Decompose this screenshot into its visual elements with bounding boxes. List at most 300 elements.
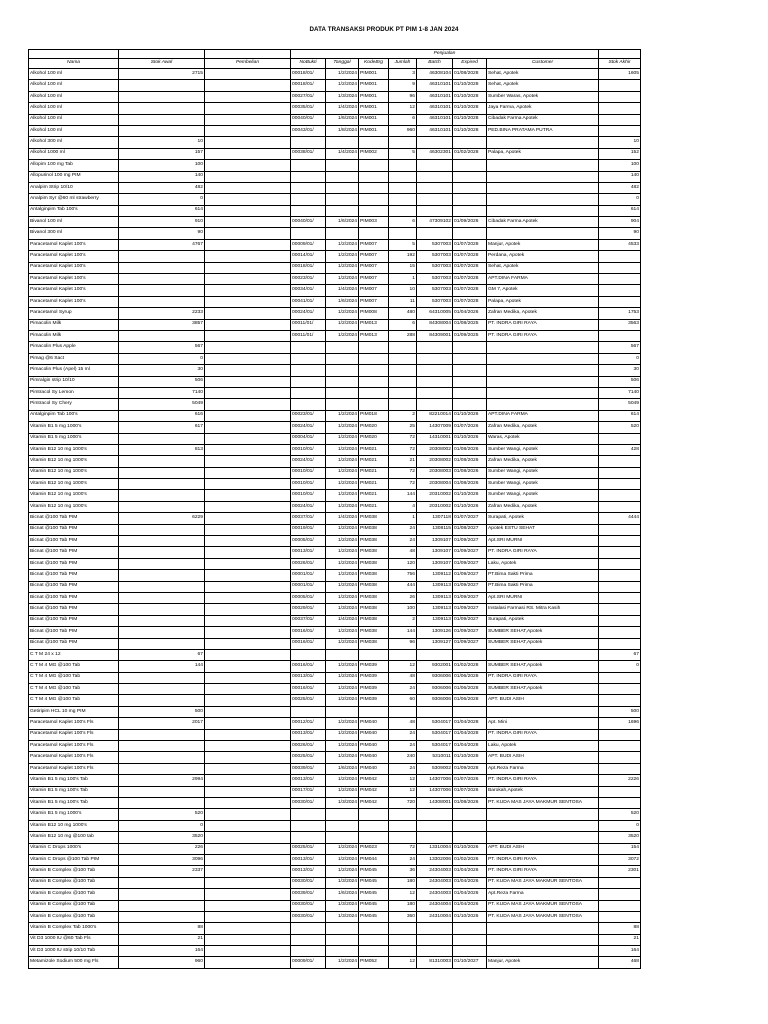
cell-nobukti: 00041/01/ [291, 296, 326, 307]
cell-tanggal: 1/6/2024 [326, 114, 359, 125]
cell-kodebrg: PIM001 [359, 103, 389, 114]
column-header: NoBukti [291, 59, 326, 69]
cell-stok-awal [119, 103, 205, 114]
cell-batch: 82210014 [417, 410, 453, 421]
cell-batch: 46308104 [417, 69, 453, 80]
cell-customer: Waras, Apotek [487, 433, 599, 444]
column-header: Stok Akhir [599, 59, 641, 69]
cell-stok-akhir: 614 [599, 410, 641, 421]
cell-expired: 01/09/2027 [453, 558, 487, 569]
cell-kodebrg: PIM007 [359, 296, 389, 307]
cell-nama: Bicnat @100 Tab PIM [29, 604, 119, 615]
table-row [29, 160, 641, 171]
cell-nobukti [291, 387, 326, 398]
table-row [29, 672, 641, 683]
cell-jumlah: 10 [389, 285, 417, 296]
cell-batch: 13310004 [417, 843, 453, 854]
table-row [29, 239, 641, 250]
table-row [29, 137, 641, 148]
cell-kodebrg: PIM021 [359, 467, 389, 478]
cell-stok-akhir [599, 877, 641, 888]
cell-stok-akhir [599, 103, 641, 114]
cell-jumlah: 360 [389, 911, 417, 922]
cell-stok-awal [119, 558, 205, 569]
cell-kodebrg [359, 376, 389, 387]
table-row [29, 182, 641, 193]
cell-pembelian [205, 296, 291, 307]
cell-stok-akhir: 468 [599, 957, 641, 968]
table-row [29, 513, 641, 524]
table-row [29, 592, 641, 603]
cell-nobukti [291, 182, 326, 193]
cell-jumlah: 24 [389, 536, 417, 547]
cell-expired: 01/07/2028 [453, 262, 487, 273]
cell-pembelian [205, 820, 291, 831]
cell-jumlah: 240 [389, 752, 417, 763]
cell-customer [487, 194, 599, 205]
cell-nama: Allopurinol 100 mg PIM [29, 171, 119, 182]
table-row [29, 741, 641, 752]
cell-kodebrg: PIM045 [359, 911, 389, 922]
cell-stok-awal [119, 911, 205, 922]
cell-stok-akhir [599, 763, 641, 774]
cell-expired: 01/09/2027 [453, 536, 487, 547]
cell-tanggal: 1/6/2024 [326, 296, 359, 307]
cell-customer: Sumber Wangi, Apotek [487, 490, 599, 501]
cell-customer: PT. INDRA GIRI RAYA [487, 866, 599, 877]
cell-jumlah: 26 [389, 592, 417, 603]
cell-tanggal: 1/2/2024 [326, 308, 359, 319]
cell-customer: PT. KUDA MAS JAYA MAKMUR SENTOSA [487, 911, 599, 922]
cell-batch: 84308004 [417, 319, 453, 330]
cell-kodebrg [359, 205, 389, 216]
cell-kodebrg [359, 342, 389, 353]
cell-stok-awal [119, 501, 205, 512]
cell-pembelian [205, 536, 291, 547]
cell-nobukti: 00013/01/ [291, 547, 326, 558]
cell-nobukti: 00005/01/ [291, 536, 326, 547]
cell-kodebrg: PIM001 [359, 80, 389, 91]
cell-customer [487, 376, 599, 387]
cell-pembelian [205, 854, 291, 865]
cell-batch: 20308003 [417, 467, 453, 478]
cell-customer: APT.DINA FARMA [487, 410, 599, 421]
cell-jumlah: 15 [389, 262, 417, 273]
cell-tanggal: 1/2/2024 [326, 695, 359, 706]
cell-batch: 1309127 [417, 638, 453, 649]
cell-stok-akhir: 567 [599, 342, 641, 353]
cell-expired: 01/07/2026 [453, 422, 487, 433]
transaction-table [28, 49, 641, 969]
cell-stok-akhir: 3520 [599, 832, 641, 843]
cell-batch: 14307006 [417, 775, 453, 786]
cell-pembelian [205, 592, 291, 603]
cell-batch: 5309002 [417, 763, 453, 774]
cell-nama: Alkohol 100 ml [29, 114, 119, 125]
cell-tanggal [326, 160, 359, 171]
table-row [29, 615, 641, 626]
cell-nama: Analpim Strip 10/10 [29, 182, 119, 193]
cell-kodebrg [359, 353, 389, 364]
cell-nobukti: 00030/01/ [291, 900, 326, 911]
cell-jumlah: 24 [389, 729, 417, 740]
cell-expired [453, 194, 487, 205]
table-row [29, 501, 641, 512]
cell-batch [417, 160, 453, 171]
cell-nama: Bicnat @100 Tab PIM [29, 615, 119, 626]
cell-batch: 9306006 [417, 672, 453, 683]
cell-expired: 01/07/2028 [453, 239, 487, 250]
cell-customer [487, 171, 599, 182]
cell-nobukti: 00009/01/ [291, 957, 326, 968]
cell-expired: 01/08/2027 [453, 524, 487, 535]
cell-expired: 01/10/2026 [453, 410, 487, 421]
cell-nama: Vitamin B1 5 mg 100's Tab [29, 786, 119, 797]
cell-nama: Metamizole Sodium 500 mg Fls [29, 957, 119, 968]
cell-tanggal: 1/2/2024 [326, 570, 359, 581]
cell-customer [487, 946, 599, 957]
cell-batch: 1307118 [417, 513, 453, 524]
cell-kodebrg: PIM002 [359, 148, 389, 159]
cell-nobukti: 00010/01/ [291, 490, 326, 501]
cell-tanggal: 1/2/2024 [326, 274, 359, 285]
cell-nama: Vitamin B12 10 mg 1000's [29, 490, 119, 501]
cell-nama: Alkohol 100 ml [29, 80, 119, 91]
cell-customer: PT. KUDA MAS JAYA MAKMUR SENTOSA [487, 900, 599, 911]
cell-nobukti [291, 649, 326, 660]
cell-nobukti: 00035/01/ [291, 103, 326, 114]
cell-batch [417, 353, 453, 364]
cell-nama: Bicnat @100 Tab PIM [29, 581, 119, 592]
cell-nobukti [291, 194, 326, 205]
cell-jumlah: 444 [389, 581, 417, 592]
cell-kodebrg: PIM007 [359, 285, 389, 296]
cell-pembelian [205, 957, 291, 968]
cell-nobukti [291, 228, 326, 239]
cell-customer: Zafran Medika, Apotek [487, 422, 599, 433]
table-row [29, 91, 641, 102]
cell-stok-awal: 2017 [119, 718, 205, 729]
cell-customer: SUMBER SEHAT,Apotek [487, 627, 599, 638]
cell-customer: Manjur, Apotek [487, 957, 599, 968]
cell-kodebrg [359, 399, 389, 410]
cell-kodebrg: PIM042 [359, 775, 389, 786]
cell-stok-akhir [599, 467, 641, 478]
cell-kodebrg [359, 365, 389, 376]
cell-jumlah [389, 923, 417, 934]
cell-nama: Paracetamol Kaplet 100's [29, 262, 119, 273]
cell-pembelian [205, 342, 291, 353]
cell-expired [453, 934, 487, 945]
cell-customer: APT.DINA FARMA [487, 274, 599, 285]
cell-batch: 47309102 [417, 217, 453, 228]
cell-pembelian [205, 627, 291, 638]
cell-batch [417, 832, 453, 843]
cell-batch [417, 365, 453, 376]
cell-stok-akhir: 30 [599, 365, 641, 376]
cell-nama: Pimag @6 Sact [29, 353, 119, 364]
table-row [29, 547, 641, 558]
cell-pembelian [205, 125, 291, 136]
cell-expired [453, 376, 487, 387]
cell-jumlah: 4 [389, 501, 417, 512]
cell-nama: Pimralgin strip 10/10 [29, 376, 119, 387]
cell-nobukti: 00025/01/ [291, 752, 326, 763]
table-row [29, 684, 641, 695]
cell-expired: 01/07/2028 [453, 285, 487, 296]
cell-expired: 01/08/2026 [453, 479, 487, 490]
cell-nama: C T M 24 x 12 [29, 649, 119, 660]
cell-jumlah [389, 228, 417, 239]
cell-jumlah: 72 [389, 433, 417, 444]
cell-stok-awal: 7140 [119, 387, 205, 398]
cell-nama: C T M 4 MG @100 Tab [29, 695, 119, 706]
table-row [29, 171, 641, 182]
table-row [29, 251, 641, 262]
cell-nama: Vitamin B Complex @100 Tab [29, 900, 119, 911]
cell-tanggal: 1/2/2024 [326, 262, 359, 273]
cell-pembelian [205, 387, 291, 398]
table-row [29, 763, 641, 774]
table-row [29, 729, 641, 740]
cell-jumlah: 960 [389, 125, 417, 136]
cell-expired: 01/10/2028 [453, 125, 487, 136]
group-header-penjualan: Penjualan [291, 50, 599, 59]
cell-tanggal [326, 137, 359, 148]
cell-stok-awal [119, 638, 205, 649]
cell-customer: Sehat, Apotek [487, 69, 599, 80]
cell-stok-awal: 100 [119, 160, 205, 171]
cell-customer [487, 160, 599, 171]
cell-customer: Jaya Farma, Apotek [487, 103, 599, 114]
cell-nama: Bicnat @100 Tab PIM [29, 524, 119, 535]
cell-expired: 01/02/2026 [453, 854, 487, 865]
cell-nobukti [291, 946, 326, 957]
cell-kodebrg: PIM007 [359, 274, 389, 285]
cell-nama: Bicnat @100 Tab PIM [29, 558, 119, 569]
cell-nobukti: 00043/01/ [291, 125, 326, 136]
cell-kodebrg: PIM001 [359, 69, 389, 80]
cell-expired: 01/09/2027 [453, 592, 487, 603]
cell-pembelian [205, 547, 291, 558]
cell-stok-awal [119, 889, 205, 900]
cell-expired: 01/09/2027 [453, 604, 487, 615]
cell-batch: 5307003 [417, 285, 453, 296]
cell-pembelian [205, 399, 291, 410]
cell-stok-akhir: 4444 [599, 513, 641, 524]
cell-nama: Paracetamol Kaplet 100's Fls [29, 718, 119, 729]
cell-expired: 01/07/2028 [453, 251, 487, 262]
cell-customer [487, 923, 599, 934]
cell-expired [453, 649, 487, 660]
cell-stok-awal [119, 433, 205, 444]
cell-batch [417, 649, 453, 660]
cell-pembelian [205, 444, 291, 455]
cell-nobukti: 00039/01/ [291, 763, 326, 774]
cell-tanggal: 1/2/2024 [326, 319, 359, 330]
cell-customer: Perdana, Apotek [487, 251, 599, 262]
cell-stok-awal [119, 786, 205, 797]
cell-kodebrg: PIM039 [359, 661, 389, 672]
cell-batch [417, 387, 453, 398]
cell-kodebrg: PIM021 [359, 444, 389, 455]
cell-stok-akhir [599, 684, 641, 695]
cell-tanggal: 1/3/2024 [326, 91, 359, 102]
cell-customer: Manjur, Apotek [487, 239, 599, 250]
cell-stok-awal [119, 80, 205, 91]
cell-stok-awal: 482 [119, 182, 205, 193]
cell-stok-akhir [599, 114, 641, 125]
cell-tanggal: 1/4/2024 [326, 148, 359, 159]
cell-kodebrg: PIM040 [359, 718, 389, 729]
cell-stok-awal [119, 456, 205, 467]
cell-nama: Paracetamol Syrup [29, 308, 119, 319]
cell-nama: C T M 4 MG @100 Tab [29, 661, 119, 672]
table-row [29, 376, 641, 387]
cell-customer: Barokah,Apotek [487, 786, 599, 797]
cell-nama: Alkohol 1000 ml [29, 148, 119, 159]
cell-jumlah: 720 [389, 798, 417, 809]
cell-nobukti [291, 353, 326, 364]
cell-stok-awal: 813 [119, 444, 205, 455]
cell-jumlah [389, 342, 417, 353]
cell-expired [453, 171, 487, 182]
cell-nama: Alkohol 100 ml [29, 69, 119, 80]
table-row [29, 536, 641, 547]
cell-jumlah [389, 137, 417, 148]
report-title: DATA TRANSAKSI PRODUK PT PIM 1-8 JAN 2024 [309, 26, 459, 33]
cell-nama: Paracetamol Kaplet 100's [29, 239, 119, 250]
cell-tanggal [326, 205, 359, 216]
cell-nobukti: 00030/01/ [291, 877, 326, 888]
cell-nobukti: 00023/01/ [291, 274, 326, 285]
cell-stok-awal: 616 [119, 410, 205, 421]
cell-nama: Vitamin B1 5 mg 1000's [29, 433, 119, 444]
table-row [29, 558, 641, 569]
cell-stok-awal [119, 604, 205, 615]
cell-nama: Vitamin B1 5 mg 100's Tab [29, 798, 119, 809]
cell-expired [453, 946, 487, 957]
cell-kodebrg [359, 809, 389, 820]
cell-batch: 9306006 [417, 695, 453, 706]
cell-pembelian [205, 456, 291, 467]
cell-stok-awal: 2994 [119, 775, 205, 786]
cell-pembelian [205, 684, 291, 695]
cell-stok-awal [119, 251, 205, 262]
cell-kodebrg: PIM042 [359, 798, 389, 809]
table-row [29, 296, 641, 307]
cell-stok-akhir [599, 627, 641, 638]
cell-expired [453, 832, 487, 843]
cell-nama: Vitamin B Complex @100 Tab [29, 877, 119, 888]
cell-nobukti: 00001/01/ [291, 570, 326, 581]
cell-pembelian [205, 558, 291, 569]
cell-nobukti: 00013/01/ [291, 866, 326, 877]
cell-tanggal [326, 399, 359, 410]
table-row [29, 69, 641, 80]
cell-kodebrg: PIM038 [359, 627, 389, 638]
cell-stok-akhir [599, 615, 641, 626]
cell-stok-awal [119, 695, 205, 706]
cell-jumlah: 12 [389, 889, 417, 900]
cell-tanggal: 1/2/2024 [326, 80, 359, 91]
cell-stok-akhir: 0 [599, 353, 641, 364]
cell-tanggal: 1/3/2024 [326, 911, 359, 922]
cell-jumlah: 24 [389, 763, 417, 774]
column-header: Expired [453, 59, 487, 69]
cell-stok-awal [119, 547, 205, 558]
cell-tanggal: 1/2/2024 [326, 501, 359, 512]
cell-nama: Alkohol 100 ml [29, 91, 119, 102]
table-row [29, 832, 641, 843]
cell-expired: 01/09/2027 [453, 638, 487, 649]
cell-stok-awal: 0 [119, 353, 205, 364]
cell-nama: Allopim 100 mg Tab [29, 160, 119, 171]
cell-nama: Analpim Syr @60 ml strawberry [29, 194, 119, 205]
cell-kodebrg: PIM021 [359, 456, 389, 467]
cell-expired: 01/10/2026 [453, 843, 487, 854]
cell-stok-awal: 0 [119, 820, 205, 831]
cell-nobukti: 00024/01/ [291, 456, 326, 467]
cell-batch: 24304003 [417, 877, 453, 888]
cell-stok-akhir: 520 [599, 422, 641, 433]
table-row [29, 798, 641, 809]
cell-nobukti: 00004/01/ [291, 433, 326, 444]
cell-expired: 01/10/2028 [453, 91, 487, 102]
cell-nobukti: 00030/01/ [291, 911, 326, 922]
cell-stok-awal [119, 330, 205, 341]
cell-pembelian [205, 638, 291, 649]
cell-customer: SUMBER SEHAT,Apotek [487, 638, 599, 649]
cell-customer: Laku, Apotek [487, 741, 599, 752]
cell-tanggal [326, 934, 359, 945]
cell-pembelian [205, 524, 291, 535]
cell-stok-awal [119, 729, 205, 740]
cell-jumlah [389, 387, 417, 398]
cell-nobukti: 00037/01/ [291, 615, 326, 626]
cell-batch: 5304017 [417, 741, 453, 752]
cell-batch: 46302301 [417, 148, 453, 159]
cell-pembelian [205, 763, 291, 774]
cell-customer: PT. KUDA MAS JAYA MAKMUR SENTOSA [487, 877, 599, 888]
cell-nama: Vitamin B Complex @100 Tab [29, 866, 119, 877]
cell-expired: 01/10/2028 [453, 80, 487, 91]
table-row [29, 706, 641, 717]
cell-jumlah: 192 [389, 251, 417, 262]
cell-expired: 01/09/2027 [453, 627, 487, 638]
cell-nobukti: 00018/01/ [291, 69, 326, 80]
cell-expired: 01/04/2028 [453, 741, 487, 752]
cell-kodebrg: PIM038 [359, 638, 389, 649]
cell-batch: 20310002 [417, 490, 453, 501]
cell-pembelian [205, 501, 291, 512]
table-row [29, 877, 641, 888]
cell-kodebrg: PIM045 [359, 889, 389, 900]
header-spacer [599, 50, 641, 59]
cell-customer: Zafran Medika, Apotek [487, 456, 599, 467]
cell-nama: Bicnat @100 Tab PIM [29, 570, 119, 581]
cell-jumlah: 12 [389, 103, 417, 114]
cell-tanggal: 1/2/2024 [326, 490, 359, 501]
cell-jumlah: 72 [389, 843, 417, 854]
cell-batch: 46310101 [417, 125, 453, 136]
cell-pembelian [205, 706, 291, 717]
cell-nama: Paracetamol Kaplet 100's Fls [29, 763, 119, 774]
cell-tanggal [326, 832, 359, 843]
cell-pembelian [205, 91, 291, 102]
cell-nobukti: 00018/01/ [291, 262, 326, 273]
table-row [29, 570, 641, 581]
